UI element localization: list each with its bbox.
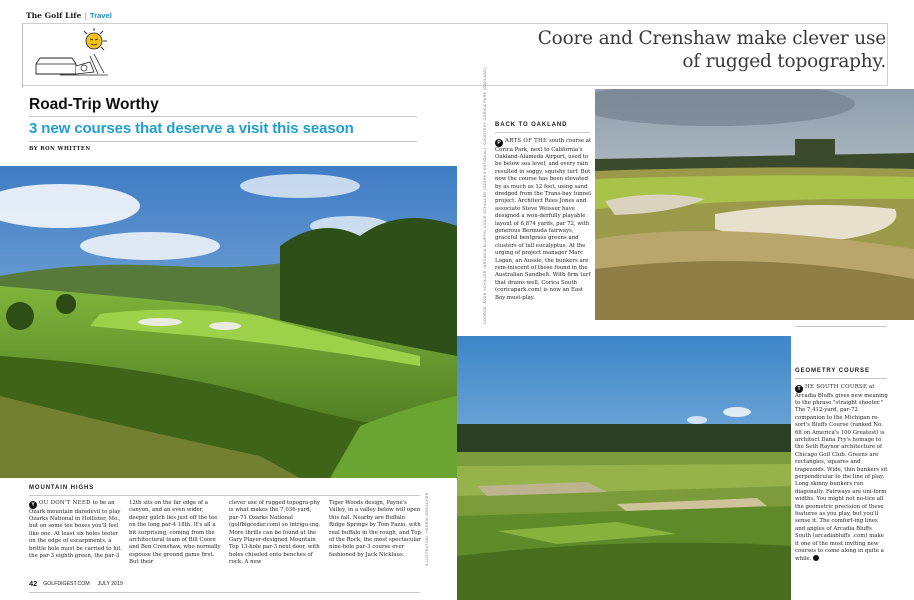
ozark-lead: OU DON'T NEED (39, 500, 91, 506)
pull-quote: Coore and Crenshaw make clever use of rugged topography. (537, 28, 886, 72)
section-heading-oakland: BACK TO OAKLAND (495, 122, 568, 128)
section-heading-ozark: MOUNTAIN HIGHS (29, 485, 95, 491)
illustration-credit: ILLUSTRATION: HENRIK DRESCHER (425, 492, 429, 566)
folio-date: JULY 2019 (97, 581, 123, 587)
geometry-body (795, 384, 888, 574)
folio (29, 579, 123, 588)
section-tag (26, 11, 112, 20)
ozarks-national-photo (0, 166, 457, 478)
photo-credit: COURSE: EVAN SCHILLER (ARCADIA BLUFFS) LOUIS SCHALLER (OZARKS NATIONAL); COURTESY CORICA PARK (OAKLAND) (483, 67, 487, 324)
geometry-dropcap: T (795, 385, 803, 393)
ozark-rule (29, 495, 420, 496)
ozark-column-4 (329, 500, 421, 574)
byline: BY RON WHITTEN (29, 146, 91, 152)
ozark-column-2 (129, 500, 221, 574)
ozark-col1-text: to be an Ozark mountain daredevil to play Ozarks National in Hollister, Mo., but on some tee boxes you'll feel like one. At least six holes teeter on the edge of escarpments, a brittle hole must be carried to hit the par-3 eighth green, the par-3 (29, 500, 121, 559)
geometry-top-rule (795, 326, 887, 327)
end-mark-icon (813, 555, 819, 561)
ozark-dropcap: Y (29, 501, 37, 509)
ozark-col2-text: 12th sits on the far edge of a canyon, and an even wider, deeper gulch lies just off the tee on the long par-4 18th. It's all a bit surprising, coming from the architectural team of Bill Coore and Ben Crenshaw, who normally espouse the ground game first. But their (129, 500, 221, 566)
section-heading-geometry: GEOMETRY COURSE (795, 368, 870, 374)
magazine-section-name: The Golf Life (26, 11, 82, 20)
geometry-lead: HE SOUTH COURSE (805, 384, 868, 390)
deck-rule (29, 141, 417, 142)
page-number: 42 (29, 579, 38, 588)
oakland-lead: ARTS OF THE (505, 138, 548, 144)
ozark-column-3 (229, 500, 321, 574)
oakland-rule (495, 132, 590, 133)
corica-park-photo (595, 89, 914, 320)
oakland-dropcap: P (495, 139, 503, 147)
geometry-rule (795, 378, 887, 379)
ozark-col3-text: clever use of rugged topogra-phy is what makes the 7,036-yard, par-71 Ozarks National (golfbigcedar.com) so intrigu-ing. More thrills can be found at the Gary Player-designed Mountain Top 13-hole par-3 next door, with holes chiseled onto benches of rock. A new (229, 500, 321, 566)
oakland-body (495, 138, 592, 326)
oakland-text: south course at Corica Park, next to California's Oakland-Alameda Airport, used to be below sea level, and every rain resulted in soggy, squishy turf. But now the course has been elevated by as much as 12 feet, using sand dredged from the Trans-bay tunnel project. Architect Rees Jones and associate Steve Weisser have designed a won-derfully playable layout of 6,874 yards, par 72, with generous Bermuda fairways, graceful bentgrass greens and clusters of tall eucalyptus. At the urging of project manager Marc Logan, an Aussie, the bunkers are rem-iniscent of those found in the Australian Sandbelt. With firm turf that drains well, Corica South (coricapark.com) is now an East Bay must-play. (495, 138, 592, 301)
section-separator: | (84, 11, 87, 20)
article-deck: 3 new courses that deserve a visit this season (29, 120, 354, 137)
folio-rule (29, 592, 420, 593)
golf-cart-illustration (32, 28, 114, 80)
title-rule (29, 116, 417, 117)
folio-site: GOLFDIGEST.COM (43, 581, 90, 587)
geometry-text: at Arcadia Bluffs gives new meaning to the phrase "straight shooter." The 7,412-yard, par-72 companion to the Michigan re-sort's Bluffs Course (ranked No. 68 on America's 100 Greatest) is architect Dana Fry's homage to the Seth Raynor architecture of Chicago Golf Club. Greens are rectangles, squares and trapezoids. Wide, thin bunkers sit perpendicular to the line of play. Long skinny bunkers run diagonally. Fairways are uni-form widths. You might not no-tice all the geometric precision of these features as you play, but you'll sense it. The comfort-ing lines and angles of Arcadia Bluffs South (arcadiabluffs .com) make it one of the most inviting new courses to come along in quite a while. (795, 384, 888, 563)
arcadia-bluffs-photo (457, 336, 791, 600)
ozark-column-1 (29, 500, 121, 574)
ozark-col4-text: Tiger Woods design, Payne's Valley, in a valley below will open this fall. Nearby are Buffalo Ridge Springs by Tom Fazio, with real buffalo in the rough, and Top of the Rock, the most spectacular nine-hole par-3 course ever fashioned by Jack Nicklaus. (329, 500, 421, 558)
article-title: Road-Trip Worthy (29, 96, 159, 113)
section-category: Travel (89, 11, 112, 20)
